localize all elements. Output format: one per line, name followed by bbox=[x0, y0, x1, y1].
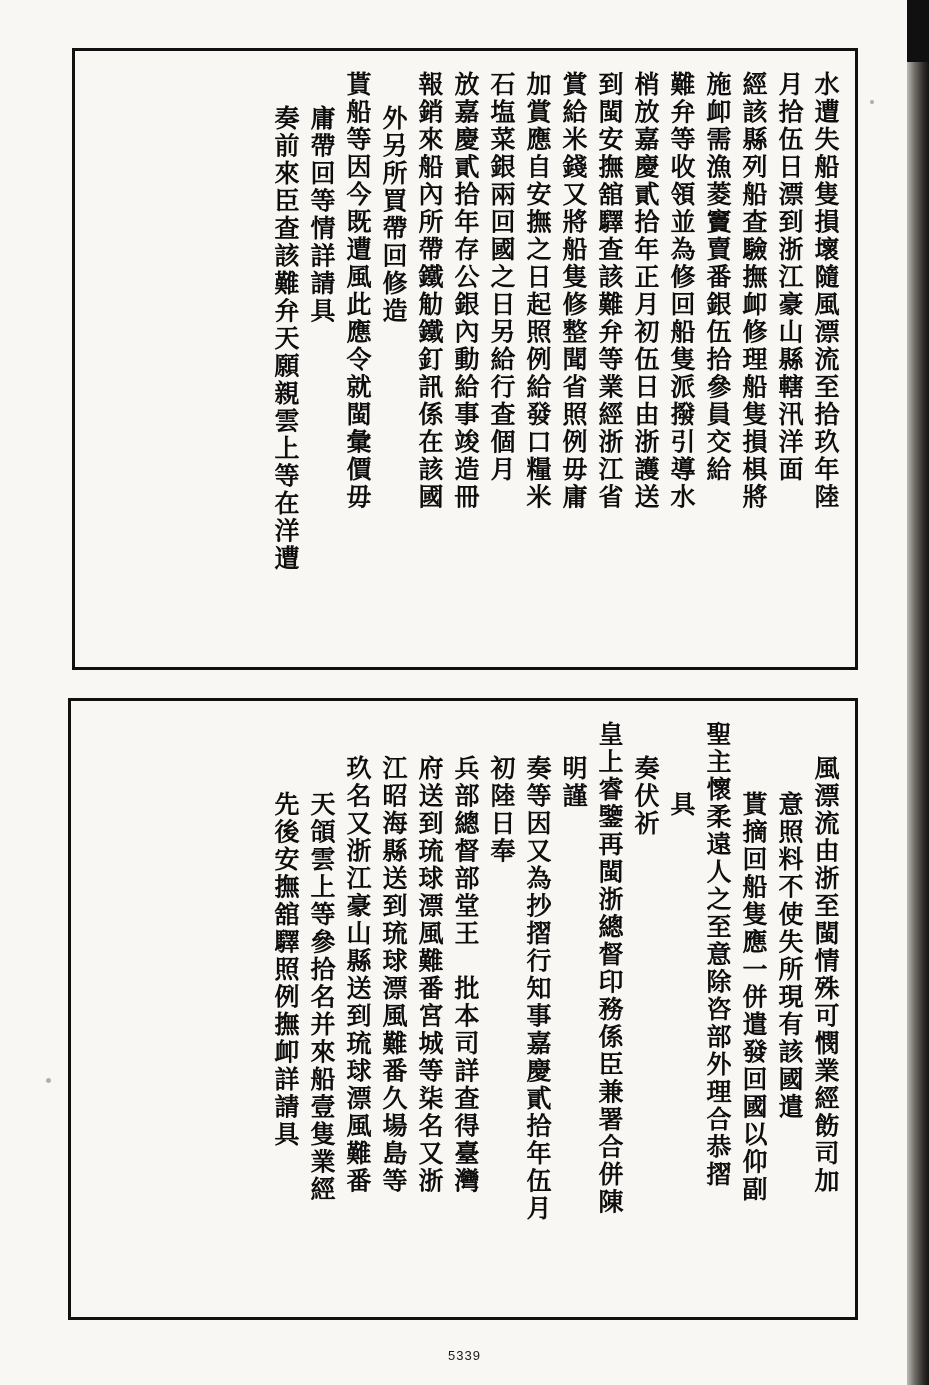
text-column: 明謹 bbox=[559, 755, 588, 810]
text-column: 水遭失船隻損壞隨風漂流至拾玖年陸 bbox=[811, 71, 840, 511]
text-block-top-columns bbox=[75, 51, 855, 667]
page-number: 5339 bbox=[448, 1348, 481, 1363]
text-column: 到閩安撫舘驛查該難弁等業經浙江省 bbox=[595, 71, 624, 511]
text-column: 外另所買帶回修造 bbox=[379, 105, 408, 325]
scan-edge-shadow bbox=[907, 0, 929, 1385]
text-column: 梢放嘉慶貳拾年正月初伍日由浙護送 bbox=[631, 71, 660, 511]
text-column: 天頜雲上等參拾名并來船壹隻業經 bbox=[307, 791, 336, 1204]
text-block-bottom bbox=[68, 698, 858, 1320]
text-column: 賞給米錢又將船隻修整聞省照例毋庸 bbox=[559, 71, 588, 511]
text-column: 石塩菜銀兩回國之日另給行查個月 bbox=[487, 71, 516, 484]
text-column: 月拾伍日漂到浙江豪山縣轄汛洋面 bbox=[775, 71, 804, 484]
text-column: 意照料不使失所現有該國遣 bbox=[775, 791, 804, 1121]
text-column: 兵部總督部堂王 批本司詳查得臺灣 bbox=[451, 755, 480, 1195]
text-column: 難弁等收領並為修回船隻派撥引導水 bbox=[667, 71, 696, 511]
text-column: 具 bbox=[667, 791, 696, 819]
text-column: 放嘉慶貳拾年存公銀內動給事竣造冊 bbox=[451, 71, 480, 511]
text-column: 報銷來船內所帶鐵觔鐵釘訊係在該國 bbox=[415, 71, 444, 511]
text-column: 初陸日奉 bbox=[487, 755, 516, 865]
scan-speck bbox=[46, 1078, 51, 1083]
text-column: 風漂流由浙至閩情殊可憫業經飭司加 bbox=[811, 755, 840, 1195]
text-column: 奏等因又為抄摺行知事嘉慶貳拾年伍月 bbox=[523, 755, 552, 1223]
text-block-top bbox=[72, 48, 858, 670]
scan-edge-shadow-top bbox=[907, 0, 929, 62]
text-column: 玖名又浙江豪山縣送到琉球漂風難番 bbox=[343, 755, 372, 1195]
text-column: 貰船等因今既遭風此應令就閩彙價毋 bbox=[343, 71, 372, 511]
text-column: 皇上睿鑒再閩浙總督印務係臣兼署合併陳 bbox=[595, 721, 624, 1216]
text-column: 奏伏祈 bbox=[631, 755, 660, 838]
text-column: 經該縣列船查驗撫卹修理船隻損椇將 bbox=[739, 71, 768, 511]
scan-speck bbox=[870, 100, 874, 104]
text-column: 先後安撫舘驛照例撫卹詳請具 bbox=[271, 791, 300, 1149]
text-column: 施卹需漁菱竇賣番銀伍拾參員交給 bbox=[703, 71, 732, 484]
text-column: 庸帶回等情詳請具 bbox=[307, 105, 336, 325]
text-block-bottom-columns bbox=[71, 701, 855, 1317]
text-column: 聖主懷柔遠人之至意除咨部外理合恭摺 bbox=[703, 721, 732, 1189]
text-column: 府送到琉球漂風難番宮城等柒名又浙 bbox=[415, 755, 444, 1195]
text-column: 江昭海縣送到琉球漂風難番久場島等 bbox=[379, 755, 408, 1195]
text-column: 奏前來臣查該難弁天願親雲上等在洋遭 bbox=[271, 105, 300, 573]
text-column: 加賞應自安撫之日起照例給發口糧米 bbox=[523, 71, 552, 511]
text-column: 貰摘回船隻應一併遣發回國以仰副 bbox=[739, 791, 768, 1204]
